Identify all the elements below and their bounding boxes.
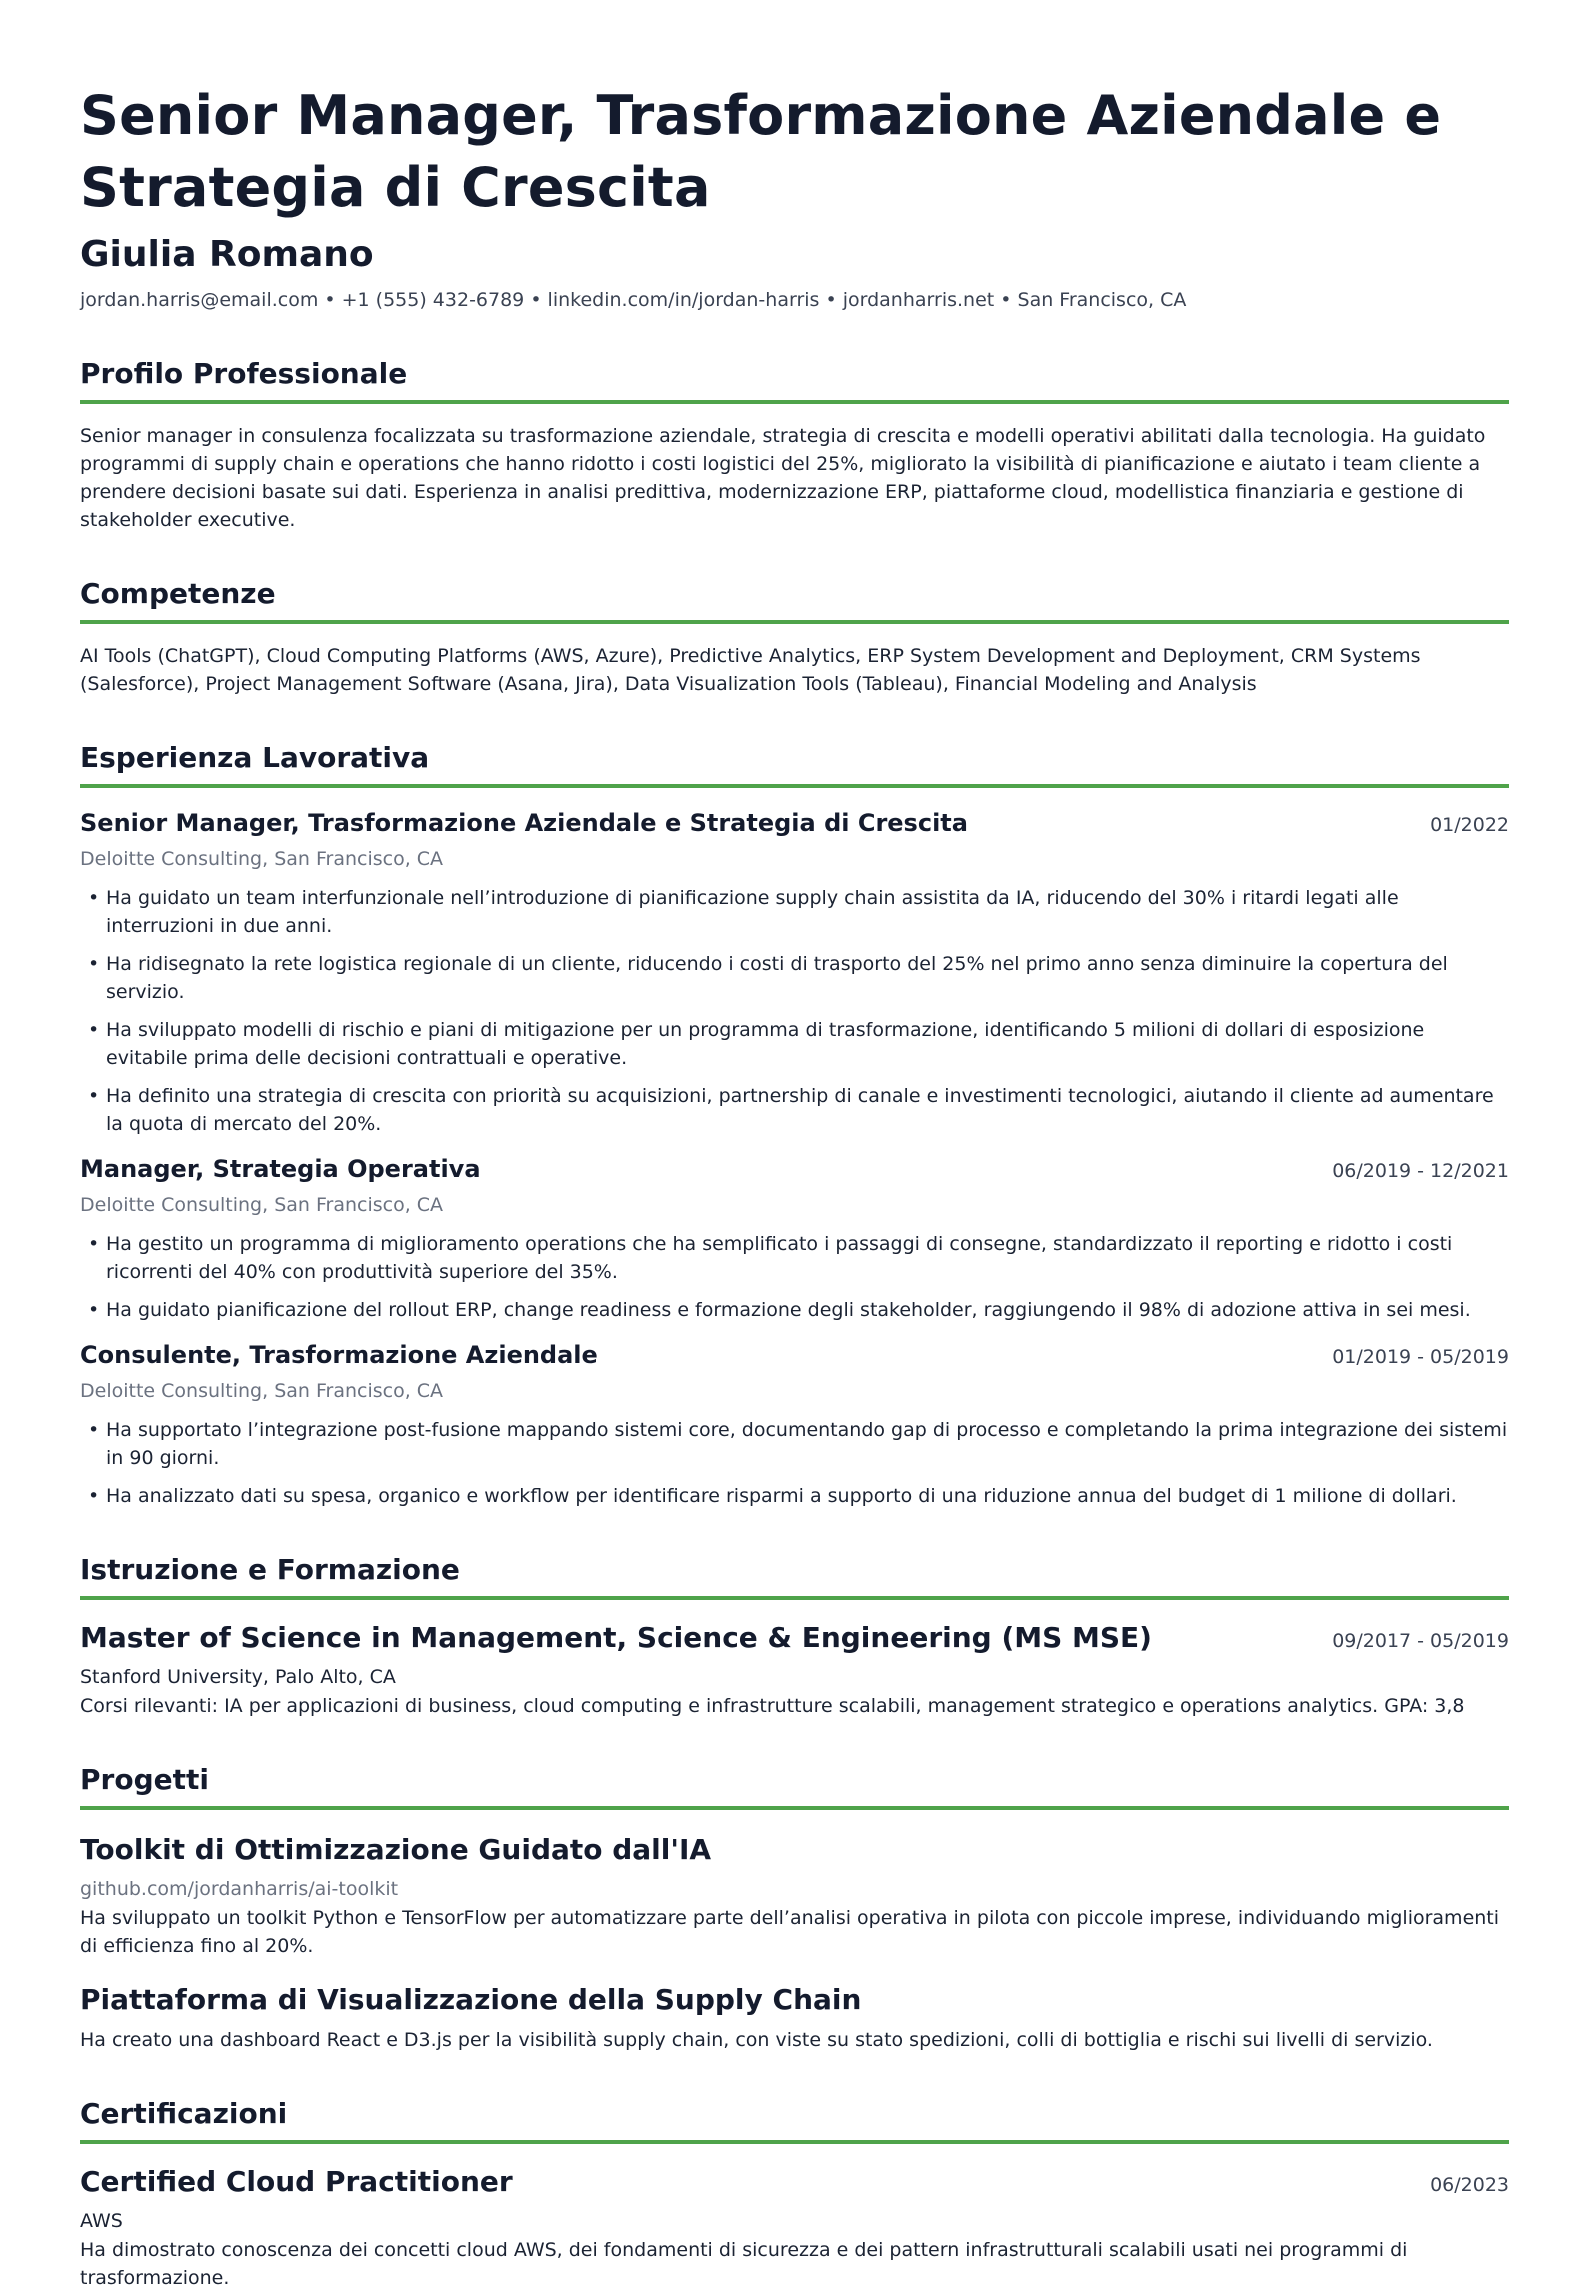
job-bullets — [80, 1416, 1509, 1510]
job-title: Senior Manager, Trasformazione Aziendale e Strategia di Crescita — [80, 809, 968, 837]
experience-section — [80, 738, 1509, 1510]
bullet-dot-icon: • — [88, 1085, 100, 1107]
candidate-name: Giulia Romano — [80, 234, 374, 275]
bullet-text: Ha sviluppato modelli di rischio e piani di mitigazione per un programma di trasformazione, identificando 5 milioni di dollari di esposizione evitabile prima delle decisioni contrattuali e operative. — [106, 1019, 1425, 1069]
bullet-item — [80, 1230, 1509, 1286]
certification-issuer: AWS — [80, 2210, 123, 2232]
job-date: 06/2019 - 12/2021 — [1332, 1160, 1509, 1182]
projects-section — [80, 1760, 1509, 2054]
section-heading-certifications: Certificazioni — [80, 2094, 1509, 2144]
job-bullets — [80, 1230, 1509, 1324]
bullet-text: Ha guidato pianificazione del rollout ERP, change readiness e formazione degli stakeholder, raggiungendo il 98% di adozione attiva in sei mesi. — [106, 1299, 1471, 1321]
bullet-item — [80, 1016, 1509, 1072]
bullet-text: Ha analizzato dati su spesa, organico e workflow per identificare risparmi a supporto di una riduzione annua del budget di 1 milione di dollari. — [106, 1485, 1457, 1507]
job-company: Deloitte Consulting, San Francisco, CA — [80, 848, 444, 870]
section-heading-experience: Esperienza Lavorativa — [80, 738, 1509, 788]
project-entry — [80, 1980, 1509, 2054]
bullet-item — [80, 1082, 1509, 1138]
bullet-dot-icon: • — [88, 1419, 100, 1441]
project-title: Piattaforma di Visualizzazione della Supply Chain — [80, 1983, 862, 2016]
education-header — [80, 1618, 1509, 1658]
bullet-dot-icon: • — [88, 953, 100, 975]
education-date: 09/2017 - 05/2019 — [1332, 1630, 1509, 1652]
section-heading-profile: Profilo Professionale — [80, 354, 1509, 404]
job-entry — [80, 1338, 1509, 1510]
job-title: Manager, Strategia Operativa — [80, 1155, 481, 1183]
profile-section — [80, 354, 1509, 534]
bullet-item — [80, 1296, 1509, 1324]
job-entry — [80, 806, 1509, 1138]
bullet-dot-icon: • — [88, 1485, 100, 1507]
section-heading-skills: Competenze — [80, 574, 1509, 624]
skills-text: AI Tools (ChatGPT), Cloud Computing Platforms (AWS, Azure), Predictive Analytics, ERP System Development and Deployment, CRM Systems (Salesforce), Project Management Software (Asana, Jira), Data Visualization Tools (Tableau), Financial Modeling and Analysis — [80, 645, 1421, 695]
project-entry — [80, 1830, 1509, 1960]
project-description: Ha sviluppato un toolkit Python e TensorFlow per automatizzare parte dell’analisi operativa in pilota con piccole imprese, individuando miglioramenti di efficienza fino al 20%. — [80, 1907, 1500, 1957]
job-entry — [80, 1152, 1509, 1324]
bullet-item — [80, 1416, 1509, 1472]
certification-date: 06/2023 — [1430, 2174, 1509, 2196]
section-heading-projects: Progetti — [80, 1760, 1509, 1810]
bullet-text: Ha guidato un team interfunzionale nell’introduzione di pianificazione supply chain assistita da IA, riducendo del 30% i ritardi legati alle interruzioni in due anni. — [106, 887, 1399, 937]
bullet-item — [80, 884, 1509, 940]
bullet-dot-icon: • — [88, 1019, 100, 1041]
job-header — [80, 806, 1509, 840]
job-title: Consulente, Trasformazione Aziendale — [80, 1341, 598, 1369]
contact-line: jordan.harris@email.com • +1 (555) 432-6789 • linkedin.com/in/jordan-harris • jordanharris.net • San Francisco, CA — [80, 289, 1187, 311]
job-date: 01/2019 - 05/2019 — [1332, 1346, 1509, 1368]
bullet-text: Ha definito una strategia di crescita con priorità su acquisizioni, partnership di canale e investimenti tecnologici, aiutando il cliente ad aumentare la quota di mercato del 20%. — [106, 1085, 1494, 1135]
bullet-dot-icon: • — [88, 1233, 100, 1255]
bullet-text: Ha ridisegnato la rete logistica regionale di un cliente, riducendo i costi di trasporto del 25% nel primo anno senza diminuire la copertura del servizio. — [106, 953, 1448, 1003]
certifications-section — [80, 2094, 1509, 2292]
bullet-text: Ha supportato l’integrazione post-fusione mappando sistemi core, documentando gap di processo e completando la prima integrazione dei sistemi in 90 giorni. — [106, 1419, 1508, 1469]
school-name: Stanford University, Palo Alto, CA — [80, 1666, 396, 1688]
bullet-text: Ha gestito un programma di miglioramento operations che ha semplificato i passaggi di consegne, standardizzato il reporting e ridotto i costi ricorrenti del 40% con produttività superiore del 35%. — [106, 1233, 1453, 1283]
project-description: Ha creato una dashboard React e D3.js per la visibilità supply chain, con viste su stato spedizioni, colli di bottiglia e rischi sui livelli di servizio. — [80, 2029, 1433, 2051]
certification-title: Certified Cloud Practitioner — [80, 2165, 513, 2198]
bullet-dot-icon: • — [88, 887, 100, 909]
education-section — [80, 1550, 1509, 1720]
degree-title: Master of Science in Management, Science & Engineering (MS MSE) — [80, 1621, 1152, 1654]
job-header — [80, 1338, 1509, 1372]
bullet-item — [80, 1482, 1509, 1510]
bullet-item — [80, 950, 1509, 1006]
skills-section — [80, 574, 1509, 698]
job-company: Deloitte Consulting, San Francisco, CA — [80, 1194, 444, 1216]
job-company: Deloitte Consulting, San Francisco, CA — [80, 1380, 444, 1402]
resume-title: Senior Manager, Trasformazione Aziendale e Strategia di Crescita — [80, 84, 1442, 219]
job-bullets — [80, 884, 1509, 1138]
certification-header — [80, 2162, 1509, 2202]
education-details: Corsi rilevanti: IA per applicazioni di business, cloud computing e infrastrutture scalabili, management strategico e operations analytics. GPA: 3,8 — [80, 1695, 1465, 1717]
section-heading-education: Istruzione e Formazione — [80, 1550, 1509, 1600]
bullet-dot-icon: • — [88, 1299, 100, 1321]
project-title: Toolkit di Ottimizzazione Guidato dall'IA — [80, 1833, 712, 1866]
certification-description: Ha dimostrato conoscenza dei concetti cloud AWS, dei fondamenti di sicurezza e dei pattern infrastrutturali scalabili usati nei programmi di trasformazione. — [80, 2239, 1408, 2289]
job-date: 01/2022 — [1430, 814, 1509, 836]
job-header — [80, 1152, 1509, 1186]
project-link[interactable]: github.com/jordanharris/ai-toolkit — [80, 1878, 399, 1900]
profile-text: Senior manager in consulenza focalizzata su trasformazione aziendale, strategia di crescita e modelli operativi abilitati dalla tecnologia. Ha guidato programmi di supply chain e operations che hanno ridotto i costi logistici del 25%, migliorato la visibilità di pianificazione e aiutato i team cliente a prendere decisioni basate sui dati. Esperienza in analisi predittiva, modernizzazione ERP, piattaforme cloud, modellistica finanziaria e gestione di stakeholder executive. — [80, 425, 1486, 531]
